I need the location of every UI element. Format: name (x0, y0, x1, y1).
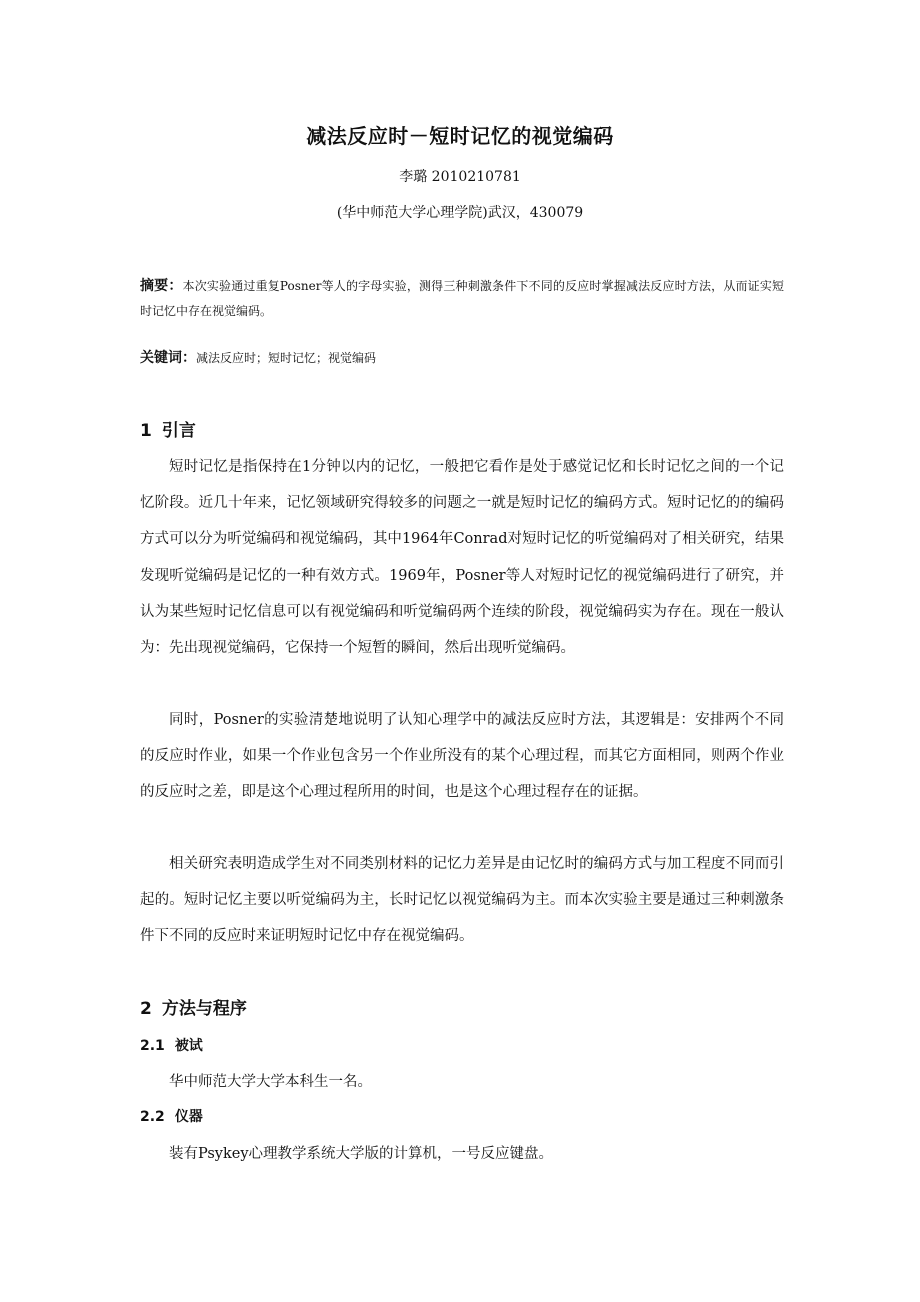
intro-paragraph-1: 短时记忆是指保持在1分钟以内的记忆，一般把它看作是处于感觉记忆和长时记忆之间的一个记忆阶段。近几十年来，记忆领域研究得较多的问题之一就是短时记忆的编码方式。短时记忆的的编码方式可以分为听觉编码和视觉编码，其中1964年Conrad对短时记忆的听觉编码对了相关研究，结果发现听觉编码是记忆的一种有效方式。1969年，Posner等人对短时记忆的视觉编码进行了研究，并认为某些短时记忆信息可以有视觉编码和听觉编码两个连续的阶段，视觉编码实为存在。现在一般认为：先出现视觉编码，它保持一个短暂的瞬间，然后出现听觉编码。 (140, 459, 784, 657)
paper-title: 减法反应时－短时记忆的视觉编码 (306, 124, 614, 148)
apparatus-paragraph: 装有Psykey心理教学系统大学版的计算机，一号反应键盘。 (169, 1146, 554, 1162)
keywords-block (140, 346, 784, 371)
intro-paragraph-2: 同时，Posner的实验清楚地说明了认知心理学中的减法反应时方法，其逻辑是：安排两个不同的反应时作业，如果一个作业包含另一个作业所没有的某个心理过程，而其它方面相同，则两个作业的反应时之差，即是这个心理过程所用的时间，也是这个心理过程存在的证据。 (140, 712, 784, 801)
subsection-title: 仪器 (174, 1109, 203, 1125)
abstract-text: 本次实验通过重复Posner等人的字母实验，测得三种刺激条件下不同的反应时掌握减法反应时方法，从而证实短时记忆中存在视觉编码。 (140, 279, 785, 318)
subsection-title: 被试 (174, 1038, 203, 1054)
subjects-paragraph: 华中师范大学大学本科生一名。 (169, 1074, 372, 1090)
subsection-heading-subjects (140, 1035, 203, 1057)
subsection-number: 2.1 (140, 1038, 165, 1054)
affiliation-line: (华中师范大学心理学院)武汉，430079 (336, 205, 584, 221)
subsection-number: 2.2 (140, 1109, 165, 1125)
section-heading-introduction (140, 418, 196, 444)
subsection-heading-apparatus (140, 1106, 203, 1128)
section-heading-methods (140, 996, 247, 1022)
abstract-label: 摘要： (140, 278, 183, 294)
section-title: 引言 (161, 421, 196, 441)
section-number: 2 (140, 999, 152, 1019)
keywords-label: 关键词： (140, 350, 196, 366)
author-line: 李璐 2010210781 (399, 169, 521, 185)
keywords-text: 减法反应时；短时记忆；视觉编码 (196, 351, 377, 365)
section-title: 方法与程序 (161, 999, 247, 1019)
abstract-block (140, 274, 784, 324)
intro-paragraph-3: 相关研究表明造成学生对不同类别材料的记忆力差异是由记忆时的编码方式与加工程度不同而引起的。短时记忆主要以听觉编码为主，长时记忆以视觉编码为主。而本次实验主要是通过三种刺激条件下不同的反应时来证明短时记忆中存在视觉编码。 (140, 856, 784, 945)
section-number: 1 (140, 421, 152, 441)
